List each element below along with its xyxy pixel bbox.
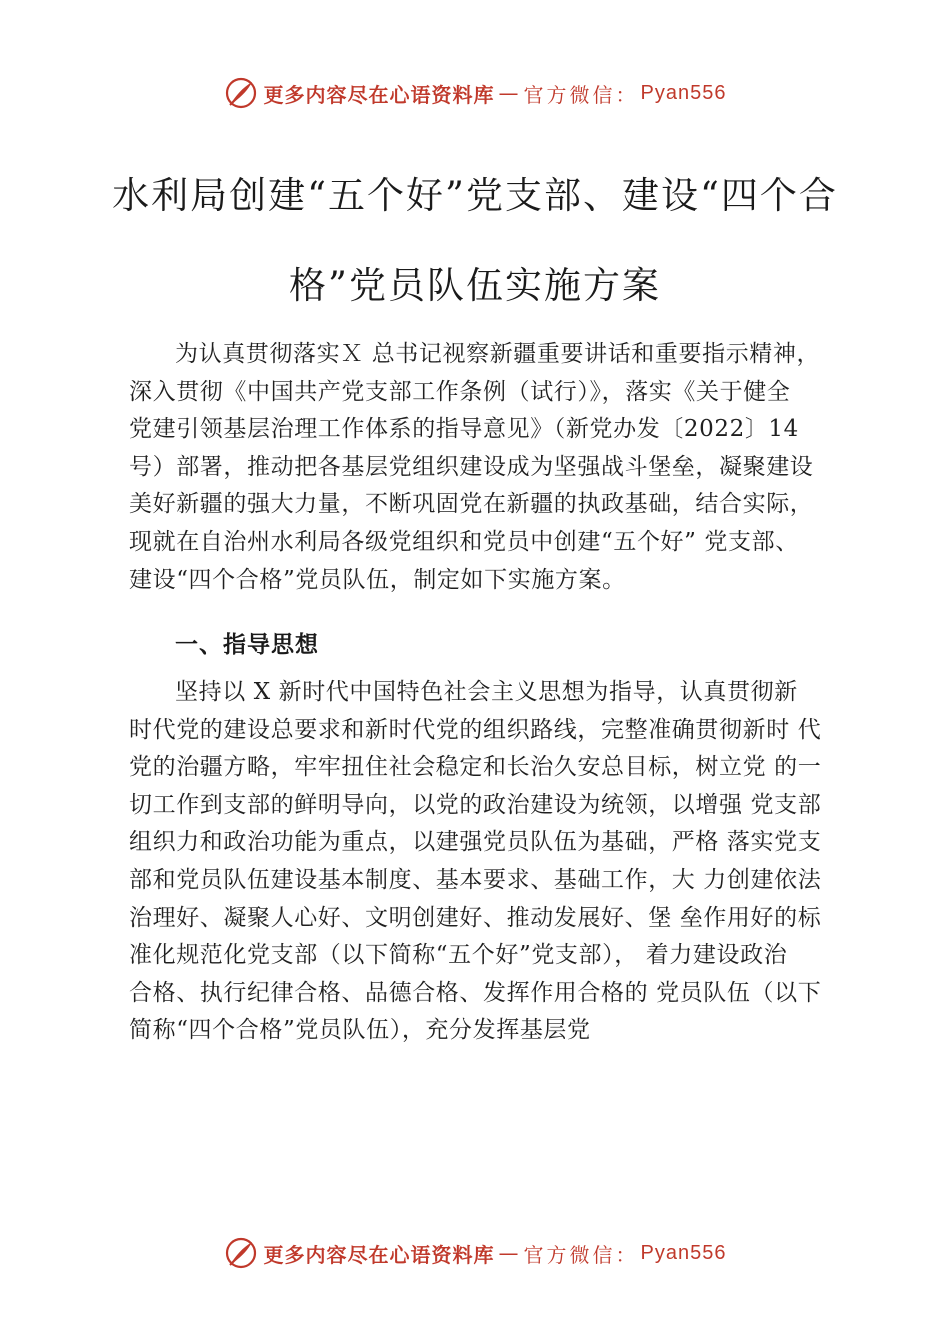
banner-brand-text: 更多内容尽在心语资料库	[263, 1242, 495, 1267]
paragraph-line: 治理好、凝聚人心好、文明创建好、推动发展好、堡 垒作用好的标	[129, 904, 822, 931]
paragraph-line: 建设“四个合格”党员队伍，制定如下实施方案。	[129, 566, 626, 593]
banner-separator: —	[498, 1241, 520, 1265]
paragraph-line: 深入贯彻《中国共产党支部工作条例（试行）》，落实《关于健全	[129, 378, 791, 405]
paragraph-line: 现就在自治州水利局各级党组织和党员中创建“五个好” 党支部、	[129, 528, 799, 555]
banner-wechat-label: 官方微信：	[523, 82, 639, 107]
paragraph-line: 简称“四个合格”党员队伍），充分发挥基层党	[129, 1017, 591, 1044]
footer-watermark-banner	[0, 1233, 950, 1273]
document-title-line-2: 格”党员队伍实施方案	[289, 264, 661, 307]
banner-wechat-id: Pyan556	[640, 1241, 727, 1264]
banner-separator: —	[498, 81, 520, 105]
banner-wechat-id: Pyan556	[640, 81, 727, 104]
paragraph-line: 坚持以 X 新时代中国特色社会主义思想为指导，认真贯彻新	[175, 679, 798, 705]
paragraph-line: 时代党的建设总要求和新时代党的组织路线，完整准确贯彻新时 代	[129, 716, 822, 743]
paragraph-line: 号）部署，推动把各基层党组织建设成为坚强战斗堡垒，凝聚建设	[129, 453, 814, 480]
paragraph-line: 准化规范化党支部（以下简称“五个好”党支部）， 着力建设政治	[129, 942, 788, 969]
paragraph-line: 党建引领基层治理工作体系的指导意见》（新党办发〔2022〕14	[129, 416, 799, 443]
guiding-ideology-paragraph	[129, 674, 839, 1050]
intro-paragraph	[129, 336, 864, 599]
document-title-line-1: 水利局创建“五个好”党支部、建设“四个合	[112, 174, 838, 217]
paragraph-line: 党的治疆方略，牢牢扭住社会稳定和长治久安总目标，树立党 的一	[129, 754, 822, 781]
paragraph-line: 为认真贯彻落实Ｘ 总书记视察新疆重要讲话和重要指示精神，	[175, 341, 821, 367]
paragraph-line: 切工作到支部的鲜明导向，以党的政治建设为统领，以增强 党支部	[129, 791, 822, 818]
section-heading-guiding-ideology: 一、指导思想	[175, 632, 319, 658]
paragraph-line: 合格、执行纪律合格、品德合格、发挥作用合格的 党员队伍（以下	[129, 979, 822, 1006]
paragraph-line: 组织力和政治功能为重点，以建强党员队伍为基础，严格 落实党支	[129, 829, 822, 856]
paragraph-line: 部和党员队伍建设基本制度、基本要求、基础工作，大 力创建依法	[129, 866, 822, 893]
feather-quill-logo-icon	[224, 76, 258, 110]
banner-brand-text: 更多内容尽在心语资料库	[263, 82, 495, 107]
header-watermark-banner	[0, 73, 950, 113]
banner-wechat-label: 官方微信：	[523, 1242, 639, 1267]
paragraph-line: 美好新疆的强大力量，不断巩固党在新疆的执政基础，结合实际，	[129, 491, 814, 518]
feather-quill-logo-icon	[224, 1236, 258, 1270]
